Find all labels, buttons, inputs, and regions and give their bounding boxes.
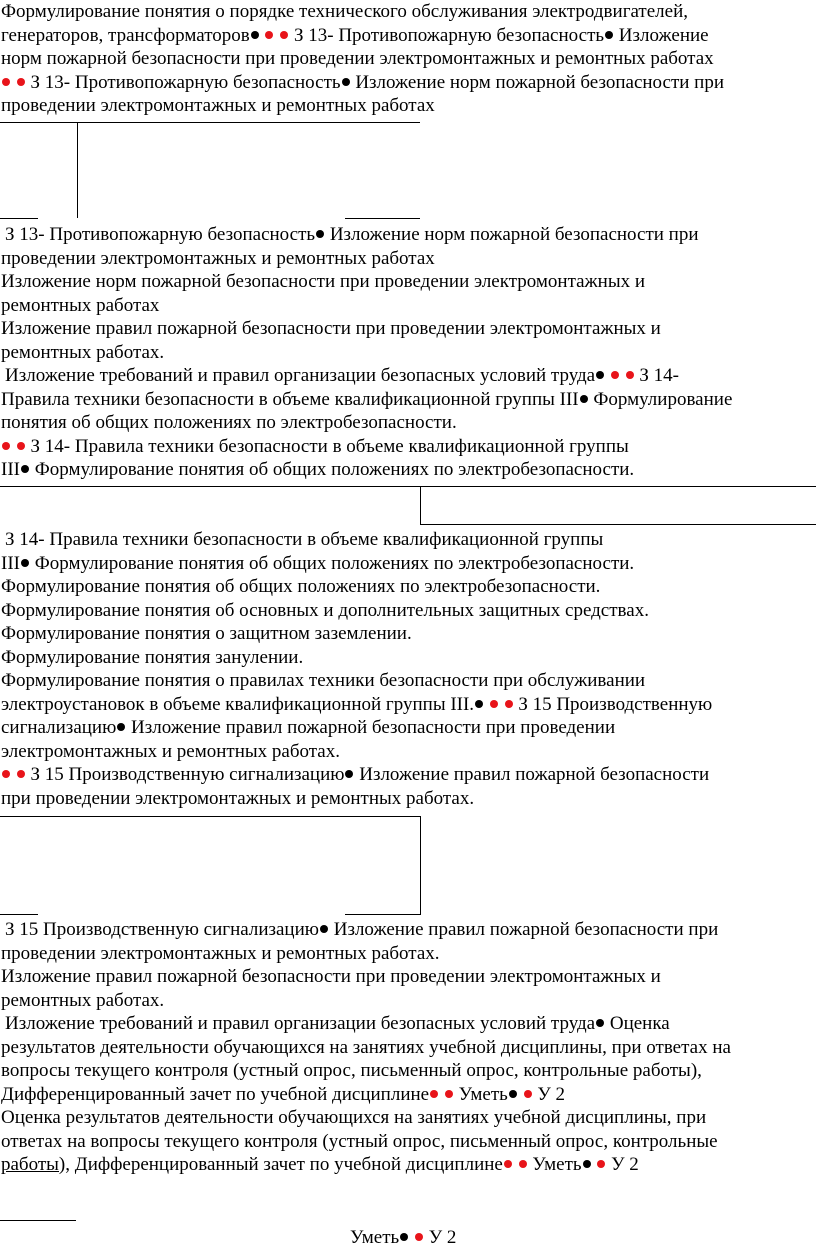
text-line: Изложение правил пожарной безопасности при проведении электромонтажных и <box>1 966 661 987</box>
text-line: Формулирование понятия о защитном заземлении. <box>1 623 412 644</box>
rule-line <box>345 914 420 915</box>
black-bullet-icon <box>345 770 353 778</box>
text-line: электромонтажных и ремонтных работах. <box>1 740 340 762</box>
black-bullet-icon <box>342 78 350 86</box>
text-line: Формулирование понятия о правилах техники безопасности при обслуживании <box>1 670 646 691</box>
text-line: Дифференцированный зачет по учебной дисциплине Уметь У 2 <box>1 1083 566 1105</box>
text-line: ремонтных работах <box>1 294 160 316</box>
black-bullet-icon <box>605 31 613 39</box>
block-4 <box>1 918 813 1177</box>
black-bullet-icon <box>21 559 29 567</box>
rule-line <box>0 218 38 219</box>
rule-line <box>420 524 816 525</box>
red-bullet-icon <box>280 31 288 39</box>
rule-line <box>0 122 420 123</box>
black-bullet-icon <box>21 465 29 473</box>
black-bullet-icon <box>583 1160 591 1168</box>
red-bullet-icon <box>430 1090 438 1098</box>
text-line: при проведении электромонтажных и ремонтных работах. <box>1 787 475 809</box>
text-line: III Формулирование понятия об общих положениях по электробезопасности. <box>1 552 635 574</box>
text-line: генераторов, трансформаторов З 13- Противопожарную безопасность Изложение <box>1 24 709 46</box>
text-line: Изложение правил пожарной безопасности при проведении электромонтажных и <box>1 318 661 339</box>
red-bullet-icon <box>265 31 273 39</box>
red-bullet-icon <box>524 1090 532 1098</box>
rule-line <box>0 1220 76 1221</box>
red-bullet-icon <box>2 78 10 86</box>
text-line: Формулирование понятия об общих положениях по электробезопасности. <box>1 576 601 597</box>
red-bullet-icon <box>490 700 498 708</box>
text-line: понятия об общих положениях по электробезопасности. <box>1 412 457 433</box>
text-line: проведении электромонтажных и ремонтных работах <box>1 95 435 116</box>
red-bullet-icon <box>415 1233 423 1241</box>
text-line: проведении электромонтажных и ремонтных работах <box>1 247 435 269</box>
text-line: ремонтных работах. <box>1 341 165 363</box>
block-1 <box>1 0 813 118</box>
text-line: III Формулирование понятия об общих положениях по электробезопасности. <box>1 459 635 480</box>
text-line: работы), Дифференцированный зачет по учебной дисциплине Уметь У 2 <box>1 1154 639 1175</box>
text-line: Правила техники безопасности в объеме квалификационной группы III Формулирование <box>1 388 733 410</box>
text-line: ремонтных работах. <box>1 989 165 1011</box>
text-line: вопросы текущего контроля (устный опрос, письменный опрос, контрольные работы), <box>1 1060 702 1081</box>
text-line: З 14- Правила техники безопасности в объеме квалификационной группы <box>5 529 604 550</box>
black-bullet-icon <box>251 31 259 39</box>
text-line: Формулирование понятия о порядке технического обслуживания электродвигателей, <box>1 1 688 22</box>
rule-line <box>77 122 78 218</box>
text-line: З 13- Противопожарную безопасность Изложение норм пожарной безопасности при <box>1 71 813 95</box>
text-line: Оценка результатов деятельности обучающихся на занятиях учебной дисциплины, при <box>1 1107 707 1128</box>
red-bullet-icon <box>2 770 10 778</box>
text-line: проведении электромонтажных и ремонтных работах. <box>1 942 440 964</box>
red-bullet-icon <box>626 371 634 379</box>
text-line: результатов деятельности обучающихся на занятиях учебной дисциплины, при ответах на <box>1 1036 731 1058</box>
black-bullet-icon <box>580 395 588 403</box>
red-bullet-icon <box>597 1160 605 1168</box>
text-line: ответах на вопросы текущего контроля (устный опрос, письменный опрос, контрольные <box>1 1130 718 1152</box>
rule-line <box>420 816 421 915</box>
red-bullet-icon <box>445 1090 453 1098</box>
red-bullet-icon <box>611 371 619 379</box>
text-line: Формулирование понятия занулении. <box>1 646 304 668</box>
text-line: Изложение требований и правил организации безопасных условий труда З 14- <box>5 365 679 386</box>
black-bullet-icon <box>596 1019 604 1027</box>
black-bullet-icon <box>596 371 604 379</box>
black-bullet-icon <box>316 230 324 238</box>
red-bullet-icon <box>17 78 25 86</box>
block-2 <box>1 223 813 482</box>
black-bullet-icon <box>117 723 125 731</box>
rule-line <box>420 486 421 525</box>
red-bullet-icon <box>17 770 25 778</box>
text-line: Изложение норм пожарной безопасности при проведении электромонтажных и <box>1 271 646 292</box>
text-line: Изложение требований и правил организации безопасных условий труда Оценка <box>5 1013 670 1034</box>
footer-line: Уметь У 2 <box>350 1227 457 1248</box>
text-line: Формулирование понятия об основных и дополнительных защитных средствах. <box>1 599 649 621</box>
rule-line <box>0 486 816 487</box>
rule-line <box>345 218 420 219</box>
red-bullet-icon <box>505 700 513 708</box>
red-bullet-icon <box>17 442 25 450</box>
black-bullet-icon <box>475 700 483 708</box>
text-line: З 15 Производственную сигнализацию Изложение правил пожарной безопасности при <box>5 919 719 940</box>
text-line: электроустановок в объеме квалификационной группы III. З 15 Производственную <box>1 693 713 715</box>
text-line: З 14- Правила техники безопасности в объеме квалификационной группы <box>1 435 813 459</box>
black-bullet-icon <box>509 1090 517 1098</box>
text-line: норм пожарной безопасности при проведении электромонтажных и ремонтных работах <box>1 48 714 69</box>
text-line: З 15 Производственную сигнализацию Изложение правил пожарной безопасности <box>1 763 813 787</box>
block-3 <box>1 528 813 810</box>
rule-line <box>0 914 38 915</box>
text-line: сигнализацию Изложение правил пожарной безопасности при проведении <box>1 717 616 738</box>
red-bullet-icon <box>504 1160 512 1168</box>
red-bullet-icon <box>2 442 10 450</box>
text-line: З 13- Противопожарную безопасность Изложение норм пожарной безопасности при <box>5 224 699 245</box>
black-bullet-icon <box>400 1233 408 1241</box>
black-bullet-icon <box>320 925 328 933</box>
rule-line <box>0 816 420 817</box>
red-bullet-icon <box>519 1160 527 1168</box>
